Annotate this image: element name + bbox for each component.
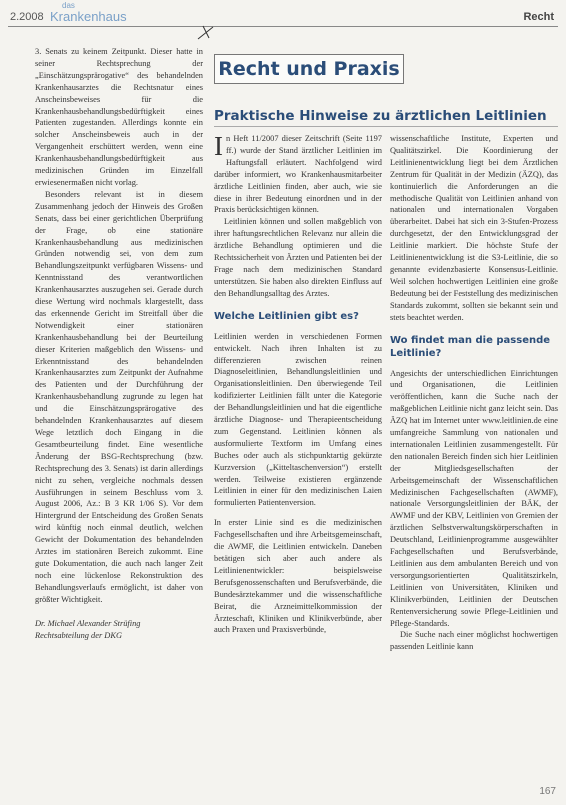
section-title-box: Recht und Praxis	[214, 54, 404, 84]
pen-mark-icon	[195, 24, 217, 42]
subheading: Welche Leitlinien gibt es?	[214, 310, 359, 322]
paragraph: Besonders relevant ist in diesem Zusammenhang jedoch der Hinweis des Großen Senats, dass bei einer gerichtlichen Überprüfung der Frage, ob eine stationäre Krankenhausbehandlung aus medizinischen Gründen notwendig sei, von dem zum Behandlungszeitpunkt verfügbaren Wissens- und Kenntnisstand des verantwortlichen Krankenhausarztes auszugehen sei. Gerade durch diese Wertung wird nochmals klargestellt, dass das erkennende Gericht im Streitfall über die Notwendigkeit einer stationären Krankenhausbehandlung bei der Beurteilung dieser Kriterien maßgeblich den Wissens- und Erkenntnisstand des behandelnden Krankenhausarztes zum Zeitpunkt der Aufnahme des Patienten und der Durchführung der Krankenhausbehandlung zugrunde zu legen hat und die Einschätzungsprärogative des behandelnden Krankenhausarztes auf diesem Wege letztlich doch Eingang in die Gesamtbeurteilung findet. Eine wesentliche Änderung der BSG-Rechtsprechung (bzw. Rechtsprechung des 3. Senats) ist darin allerdings nicht zu sehen, vergleiche nochmals dessen Ausführungen in seinem Beschluss vom 3. August 2006, Az.: B 3 KR 1/06 S). Vor dem Hintergrund der Entscheidung des Großen Senats wird künftig noch einmal deutlich, welchen Gewicht der Dokumentation des behandelnden Arztes im stationären Bereich zukommt. Eine gute Dokumentation, die auch nach langer Zeit noch eine lückenlose Rekonstruktion des Behandlungsverlaufs ermöglicht, ist daher von größter Wichtigkeit.	[35, 189, 203, 604]
author-affiliation: Rechtsabteilung der DKG	[35, 630, 122, 640]
header-divider	[8, 26, 558, 27]
logo-prefix: das	[62, 1, 75, 10]
text-column-right	[390, 133, 558, 793]
title-divider	[214, 126, 558, 127]
paragraph: Angesichts der unterschiedlichen Einrichtungen und Organisationen, die Leitlinien veröffentlichen, kann die Suche nach der maßgeblichen Leitlinie nicht ganz leicht sein. Das ÄZQ hat im Internet unter www.leitlinien.de eine umfangreiche Sammlung von nationalen und internationalen Leitlinien zusammengestellt. Für den nationalen Bereich finden sich hier Leitlinien der Mitgliedsgesellschaften der Arbeitsgemeinschaft der Wissenschaftlichen Medizinischen Fachgesellschaften (AWMF), nationale Versorgungsleitlinien der BÄK, der AWMF und der KBV, Leitlinien von Gremien der ärztlichen Selbstverwaltungskörperschaften in Deutschland, Leitlinienprogramme ausgewählter Fachgesellschaften und Berufsverbände, Leitlinien aus dem ambulanten Bereich und von versorgungsorientierten Qualitätszirkeln, Leitlinien von Universitäten, Kliniken und Klinikverbünden, Leitlinien der Deutschen Rentenversicherung sowie Pflege-Leitlinien und Pflege-Standards.	[390, 368, 558, 628]
intro-text: n Heft 11/2007 dieser Zeitschrift (Seite 1197 ff.) wurde der Stand ärztlicher Leitlinien im Haftungsfall erläutert. Nachfolgend wird darüber informiert, wo Krankenhausmitarbeiter ärztliche Leitlinien finden, aber auch, wie sie diese in ihrer Bedeutung einordnen und in der Praxis berücksichtigen können.	[214, 134, 382, 215]
journal-logo	[50, 2, 200, 23]
paragraph: wissenschaftliche Institute, Experten und Qualitätszirkel. Die Koordinierung der Leitlinienentwicklung liegt bei dem Ärztlichen Zentrum für Qualität in der Medizin (ÄZQ), das kontinuierlich die Anforderungen an die methodische Qualität von Leitlinien anhand von nationalen und internationalen Vorgaben überarbeitet. Dabei hat sich ein 3-Stufen-Prozess durchgesetzt, der den Entwicklungsgrad der Leitlinie markiert. Die höchste Stufe der Leitlinienentwicklung ist die S3-Leitlinie, die so genannte evidenzbasierte Konsensus-Leitlinie. Weil solchen hochwertigen Leitlinien eine große Bedeutung bei der Feststellung des medizinischen Standards zukommt, sollten sie bekannt sein und stets beachtet werden.	[390, 134, 558, 322]
subheading: Wo findet man die passende Leitlinie?	[390, 334, 551, 359]
logo-name: Krankenhaus	[50, 9, 127, 24]
text-column-middle	[214, 133, 382, 793]
paragraph: Die Suche nach einer möglichst hochwertigen passenden Leitlinie kann	[390, 630, 558, 652]
drop-cap: I	[214, 133, 223, 161]
section-label: Recht	[523, 11, 554, 23]
article-title: Praktische Hinweise zu ärztlichen Leitlinien	[214, 108, 547, 124]
paragraph: 3. Senats zu keinem Zeitpunkt. Dieser hatte in seiner Rechtsprechung der „Einschätzungsprärogative“ des behandelnden Krankenhausarztes die Rechtsnatur eines Anscheinsbeweises für die Krankenhausbehandlungsbedürftigkeit eines Patienten zugestanden. Allerdings konnte ein solcher Anscheinsbeweis auch in der Vergangenheit erschüttert werden, wenn eine Krankenhausbehandlungsbedürftigkeit aus medizinischen Gründen im Einzelfall erwiesenermaßen nicht vorlag.	[35, 47, 203, 187]
author-name: Dr. Michael Alexander Strüfing	[35, 618, 141, 628]
paragraph-intro	[214, 133, 382, 216]
paragraph: In erster Linie sind es die medizinischen Fachgesellschaften und ihre Arbeitsgemeinschaft, die AWMF, die Leitlinien entwickeln. Daneben betätigen sich aber auch andere als Leitlinienentwickler: beispielsweise Berufsgenossenschaften und Berufsverbände, die Bundesärztekammer und die wissenschaftliche Beirat, die Arzneimittelkommission der Ärzteschaft, Kliniken und Klinikverbünde, aber auch Praxen und Praxisverbünde,	[214, 518, 382, 635]
issue-number: 2.2008	[10, 11, 44, 23]
page-number: 167	[539, 786, 556, 797]
paragraph: Leitlinien werden in verschiedenen Formen entwickelt. Nach ihren Inhalten ist zu differenzieren zwischen reinen Diagnoseleitlinien, Behandlungsleitlinien und Organisationsleitlinien. Den überwiegende Teil kodifizierter Leitlinien fällt unter die Kategorie der Behandlungsleitlinien und hat die eigentliche ärztliche Diagnose- und Therapieentscheidung zum Gegenstand. Leitlinien können als ausformulierte Textform im Umfang eines Buches oder auch als stichpunktartig gekürzte Kurzversion („Kitteltaschenversion“) erstellt werden. Teilweise existieren ergänzende Leitlinien in einer für den medizinischen Laien formulierten Patientenversion.	[214, 331, 382, 508]
text-column-left	[35, 46, 203, 778]
paragraph: Leitlinien können und sollen maßgeblich von ihrer haftungsrechtlichen Relevanz nur allein die ärztliche Behandlung optimieren und die Rechtssicherheit von Ärzten und Patienten bei der Frage nach dem medizinischen Standard unterstützen. Sie haben also direkten Einfluss auf den Behandlungsalltag des Arztes.	[214, 217, 382, 298]
